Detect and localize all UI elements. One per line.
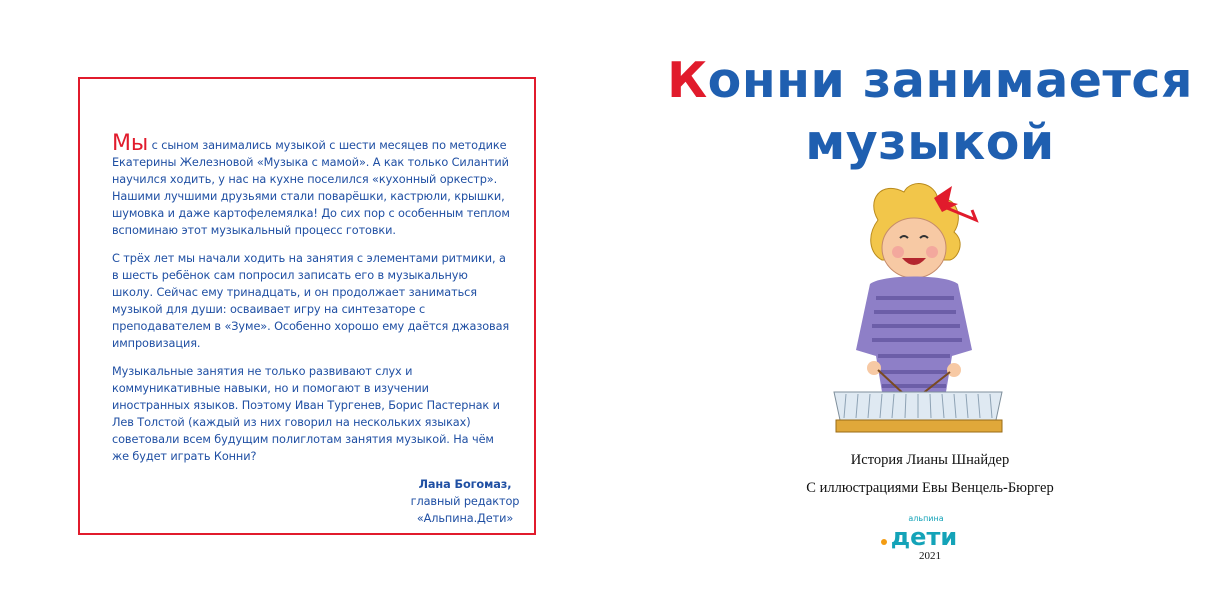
author-credit: История Лианы Шнайдер xyxy=(850,452,1010,468)
illustrator-credit: С иллюстрациями Евы Венцель-Бюргер xyxy=(806,480,1054,496)
preface-paragraph-3: Музыкальные занятия не только развивают слух и коммуникативные навыки, но и помогают в изучении иностранных языков. Поэтому Иван Тургенев, Борис Пастернак и Лев Толстой (каждый из них говорил на нескольких языках) советовали всем будущим полиглотам занятия музыкой. На чём же будет играть Конни? xyxy=(112,365,500,463)
logo-small-text: альпина xyxy=(908,514,944,523)
preface-paragraph-1 xyxy=(112,131,510,239)
title-line-1 xyxy=(640,50,1220,112)
preface-paragraph-2: С трёх лет мы начали ходить на занятия с элементами ритмики, а в шесть ребёнок сам попросил записать его в музыкальную школу. Сейчас ему тринадцать, и он продолжает заниматься музыкой для души: осваивает игру на синтезаторе с преподавателем в «Зуме». Особенно хорошо ему даётся джазовая импровизация. xyxy=(112,252,510,350)
book-title xyxy=(640,50,1220,174)
preface-frame xyxy=(78,77,536,535)
signature-role: главный редактор xyxy=(410,495,520,508)
signature xyxy=(400,476,530,527)
logo-big-text: дети xyxy=(890,523,958,551)
publication-year: 2021 xyxy=(919,550,941,562)
signature-org: «Альпина.Дети» xyxy=(416,512,514,525)
dropcap: Мы xyxy=(112,131,149,156)
preface-text xyxy=(112,131,520,527)
signature-name: Лана Богомаз, xyxy=(418,478,512,491)
title-line-1-text: онни занимается xyxy=(707,52,1193,109)
title-first-letter: К xyxy=(667,52,708,109)
connie-xylophone-illustration xyxy=(826,180,1006,440)
preface-paragraph-1-text: с сыном занимались музыкой с шести месяцев по методике Екатерины Железновой «Музыка с мамой». А как только Силантий научился ходить, у нас на кухне поселился «кухонный оркестр». Нашими лучшими друзьями стали поварёшки, кастрюли, крышки, шумовка и даже картофелемялка! До сих пор с особенным теплом вспоминаю этот музыкальный процесс готовки. xyxy=(112,139,510,237)
alpina-deti-logo xyxy=(878,512,968,552)
title-line-2: музыкой xyxy=(805,114,1055,171)
